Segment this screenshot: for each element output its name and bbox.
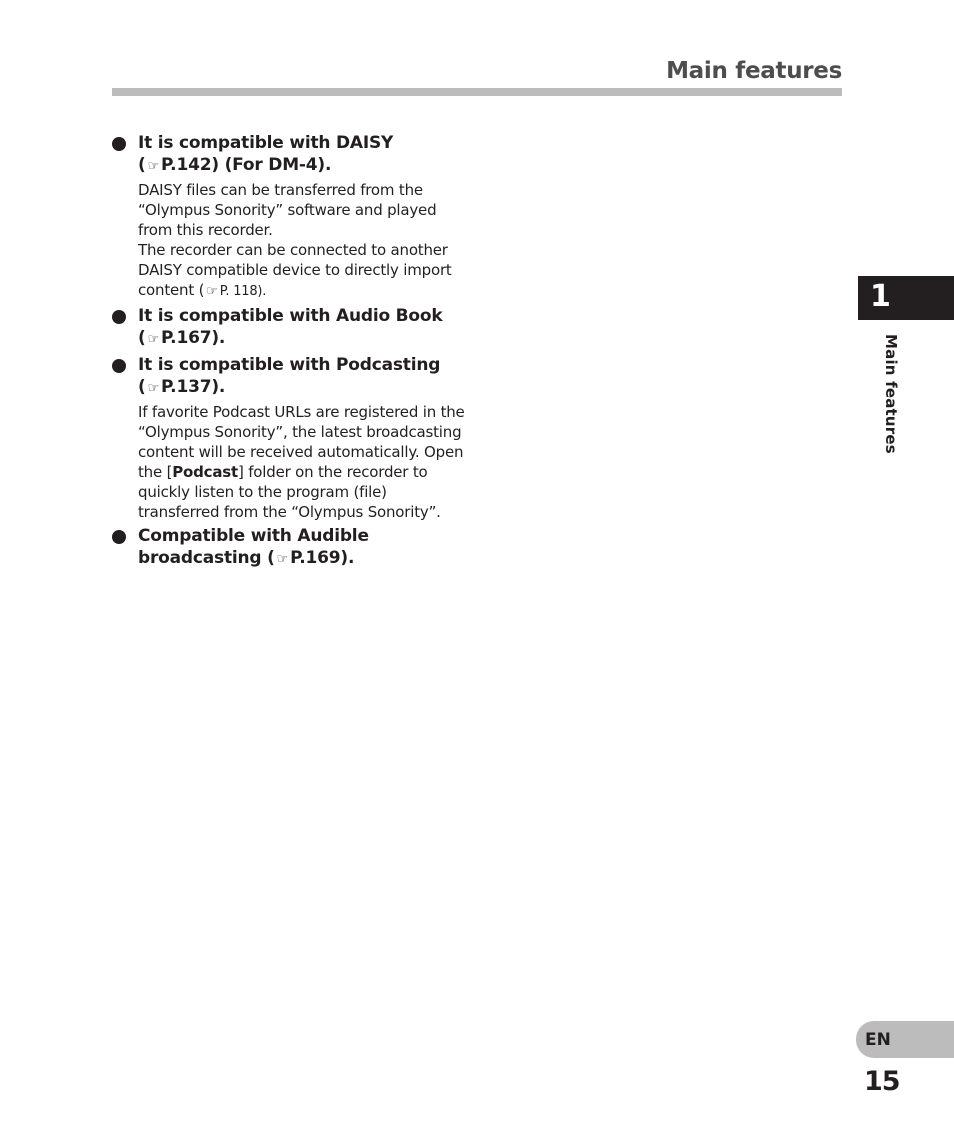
feature-title <box>138 305 472 351</box>
pointing-hand-icon: ☞ <box>147 332 160 347</box>
feature-title <box>138 132 472 178</box>
feature-title-text: It is compatible with Podcasting <box>138 355 441 375</box>
chapter-tab <box>858 276 954 320</box>
page-reference: ( ☞ P.167). <box>138 328 226 348</box>
feature-title-text: Compatible with Audible broadcasting ( <box>138 526 369 568</box>
feature-podcasting <box>112 354 472 522</box>
reference-text: P.142) (For DM-4). <box>161 155 332 175</box>
reference-text: P. 118). <box>219 284 267 299</box>
chapter-number: 1 <box>870 279 891 314</box>
chapter-label: Main features <box>882 334 900 454</box>
description-paragraph: The recorder can be connected to another DAISY compatible device to directly import content ( ☞ P. 118). <box>138 241 452 299</box>
reference-text: P.167). <box>161 328 226 348</box>
feature-title <box>138 525 472 571</box>
reference-text: P.137). <box>161 377 226 397</box>
feature-description <box>138 402 472 522</box>
reference-text: P.169). <box>290 548 355 568</box>
feature-title-text: It is compatible with DAISY <box>138 133 394 153</box>
feature-title-text: It is compatible with Audio Book <box>138 306 443 326</box>
pointing-hand-icon: ☞ <box>206 284 218 299</box>
page-reference: ( ☞ P.142) (For DM-4). <box>138 155 332 175</box>
feature-daisy <box>112 132 472 302</box>
language-label: EN <box>865 1030 891 1050</box>
podcast-folder-name: Podcast <box>172 463 238 481</box>
header-rule <box>112 88 842 96</box>
feature-audible <box>112 525 472 571</box>
bullet-icon <box>112 137 126 151</box>
page-reference: ( ☞ P.137). <box>138 377 226 397</box>
page-title: Main features <box>666 58 842 84</box>
description-paragraph: DAISY files can be transferred from the “Olympus Sonority” software and played from this recorder. <box>138 181 437 239</box>
language-tab <box>856 1021 954 1058</box>
description-paragraph: If favorite Podcast URLs are registered in the “Olympus Sonority”, the latest broadcasting content will be received automatically. Open the [Podcast] folder on the recorder to quickly listen to the program (file) transferred from the “Olympus Sonority”. <box>138 403 465 521</box>
feature-description <box>138 180 472 302</box>
bullet-icon <box>112 359 126 373</box>
feature-audio-book <box>112 305 472 351</box>
pointing-hand-icon: ☞ <box>147 381 160 396</box>
pointing-hand-icon: ☞ <box>276 552 289 567</box>
feature-list <box>112 132 472 571</box>
bullet-icon <box>112 310 126 324</box>
pointing-hand-icon: ☞ <box>147 159 160 174</box>
page-number: 15 <box>864 1066 900 1097</box>
feature-title <box>138 354 472 400</box>
bullet-icon <box>112 530 126 544</box>
